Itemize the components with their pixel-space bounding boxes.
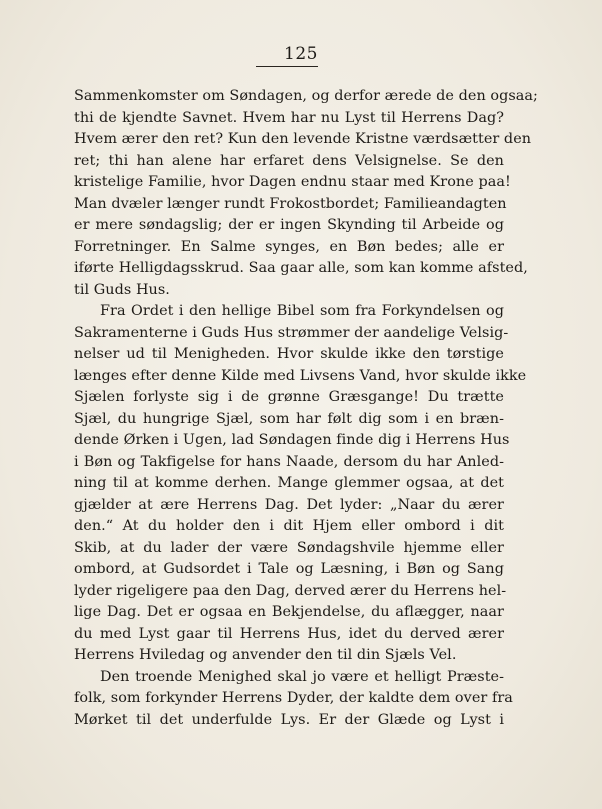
text-line: Fra Ordet i den hellige Bibel som fra Forkyndelsen og [100,303,504,319]
text-line: dende Ørken i Ugen, lad Søndagen finde dig i Herrens Hus [74,432,510,448]
text-line: du med Lyst gaar til Herrens Hus, idet du derved ærer [74,625,504,642]
text-line: kristelige Familie, hvor Dagen endnu staar med Krone paa! [74,174,511,190]
text-line: Man dvæler længer rundt Frokostbordet; Familieandagten [74,195,507,212]
text-line: ret; thi han alene har erfaret dens Velsignelse. Se den [74,152,504,169]
body-text [74,86,538,731]
page-number: 125 [284,44,318,64]
text-line: Mørket til det underfulde Lys. Er der Glæde og Lyst i [74,711,504,728]
text-line: thi de kjendte Savnet. Hvem har nu Lyst til Herrens Dag? [74,109,504,126]
text-line: lige Dag. Det er ogsaa en Bekjendelse, du aflægger, naar [74,604,504,620]
text-line: ning til at komme derhen. Mange glemmer ogsaa, at det [74,475,504,491]
text-line: er mere søndagslig; der er ingen Skynding til Arbeide og [74,217,504,233]
text-line: folk, som forkynder Herrens Dyder, der kaldte dem over fra [74,690,513,706]
text-line: lyder rigeligere paa den Dag, derved ærer du Herrens hel- [74,582,507,599]
text-line: Hvem ærer den ret? Kun den levende Kristne værdsætter den [74,131,532,147]
text-line: Forretninger. En Salme synges, en Bøn bedes; alle er [74,238,504,255]
text-line: Sjæl, du hungrige Sjæl, som har følt dig som i en bræn- [74,410,504,427]
text-line: til Guds Hus. [74,281,170,298]
text-line: Sakramenterne i Guds Hus strømmer der aandelige Velsig- [74,324,509,341]
text-line: i Bøn og Takfigelse for hans Naade, dersom du har Anled- [74,453,504,470]
page-number-rule [256,66,318,67]
text-line: nelser ud til Menigheden. Hvor skulde ikke den tørstige [74,346,504,362]
text-line: længes efter denne Kilde med Livsens Vand, hvor skulde ikke [74,367,527,384]
text-line: iførte Helligdagsskrud. Saa gaar alle, som kan komme afsted, [74,260,528,276]
text-line: Sammenkomster om Søndagen, og derfor ærede de den ogsaa; [74,88,538,104]
text-line: Sjælen forlyste sig i de grønne Græsgange! Du trætte [74,389,504,405]
text-line: den.“ At du holder den i dit Hjem eller ombord i dit [74,518,504,534]
text-line: Herrens Hviledag og anvender den til din Sjæls Vel. [74,647,457,663]
text-line: Den troende Menighed skal jo være et helligt Præste- [100,668,504,685]
text-line: gjælder at ære Herrens Dag. Det lyder: „Naar du ærer [74,496,504,513]
text-line: ombord, at Gudsordet i Tale og Læsning, i Bøn og Sang [74,561,504,577]
text-line: Skib, at du lader der være Søndagshvile hjemme eller [74,539,504,556]
